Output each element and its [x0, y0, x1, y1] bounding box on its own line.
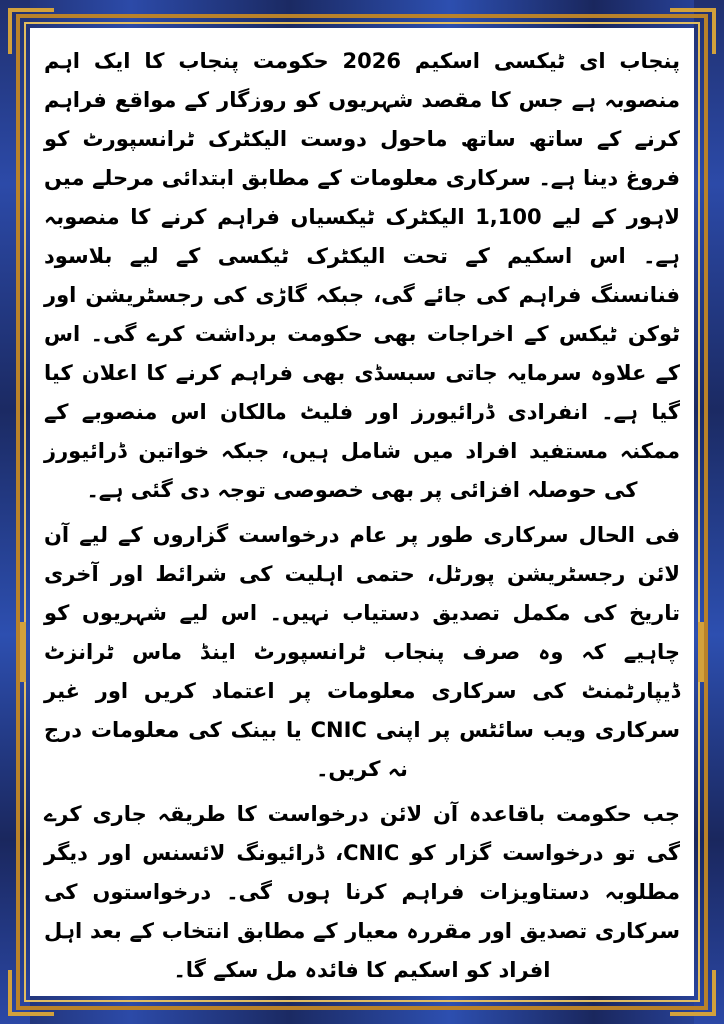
paragraph-scheme-overview: پنجاب ای ٹیکسی اسکیم 2026 حکومت پنجاب کا ایک اہم منصوبہ ہے جس کا مقصد شہریوں کو روزگار کے مواقع فراہم کرنے کے ساتھ ساتھ ماحول دوست الیکٹرک ٹرانسپورٹ کو فروغ دینا ہے۔ سرکاری معلومات کے مطابق ابتدائی مرحلے میں لاہور کے لیے 1,100 الیکٹرک ٹیکسیاں فراہم کرنے کا منصوبہ ہے۔ اس اسکیم کے تحت الیکٹرک ٹیکسی کے لیے بلاسود فنانسنگ فراہم کی جائے گی، جبکہ گاڑی کی رجسٹریشن اور ٹوکن ٹیکس کے اخراجات بھی حکومت برداشت کرے گی۔ اس کے علاوہ سرمایہ جاتی سبسڈی بھی فراہم کرنے کا اعلان کیا گیا ہے۔ انفرادی ڈرائیورز اور فلیٹ مالکان اس منصوبے کے ممکنہ مستفید افراد میں شامل ہیں، جبکہ خواتین ڈرائیورز کی حوصلہ افزائی پر بھی خصوصی توجہ دی گئی ہے۔: [44, 49, 680, 502]
frame-side-accent-left: [20, 622, 26, 682]
article-page: [30, 28, 694, 996]
article-body: [44, 42, 680, 996]
paragraph-registration-notice: فی الحال سرکاری طور پر عام درخواست گزاروں کے لیے آن لائن رجسٹریشن پورٹل، حتمی اہلیت کی شرائط اور آخری تاریخ کی مکمل تصدیق دستیاب نہیں۔ اس لیے شہریوں کو چاہیے کہ وہ صرف پنجاب ٹرانسپورٹ اینڈ ماس ٹرانزٹ ڈیپارٹمنٹ کی سرکاری معلومات پر اعتماد کریں اور غیر سرکاری ویب سائٹس پر اپنی CNIC یا بینک کی معلومات درج نہ کریں۔: [44, 523, 680, 781]
paragraph-application-process: جب حکومت باقاعدہ آن لائن درخواست کا طریقہ جاری کرے گی تو درخواست گزار کو CNIC، ڈرائیونگ لائسنس اور دیگر مطلوبہ دستاویزات فراہم کرنا ہوں گی۔ درخواستوں کی سرکاری تصدیق اور مقررہ معیار کے مطابق انتخاب کے بعد اہل افراد کو اسکیم کا فائدہ مل سکے گا۔: [44, 802, 680, 982]
frame-side-accent-right: [698, 622, 704, 682]
